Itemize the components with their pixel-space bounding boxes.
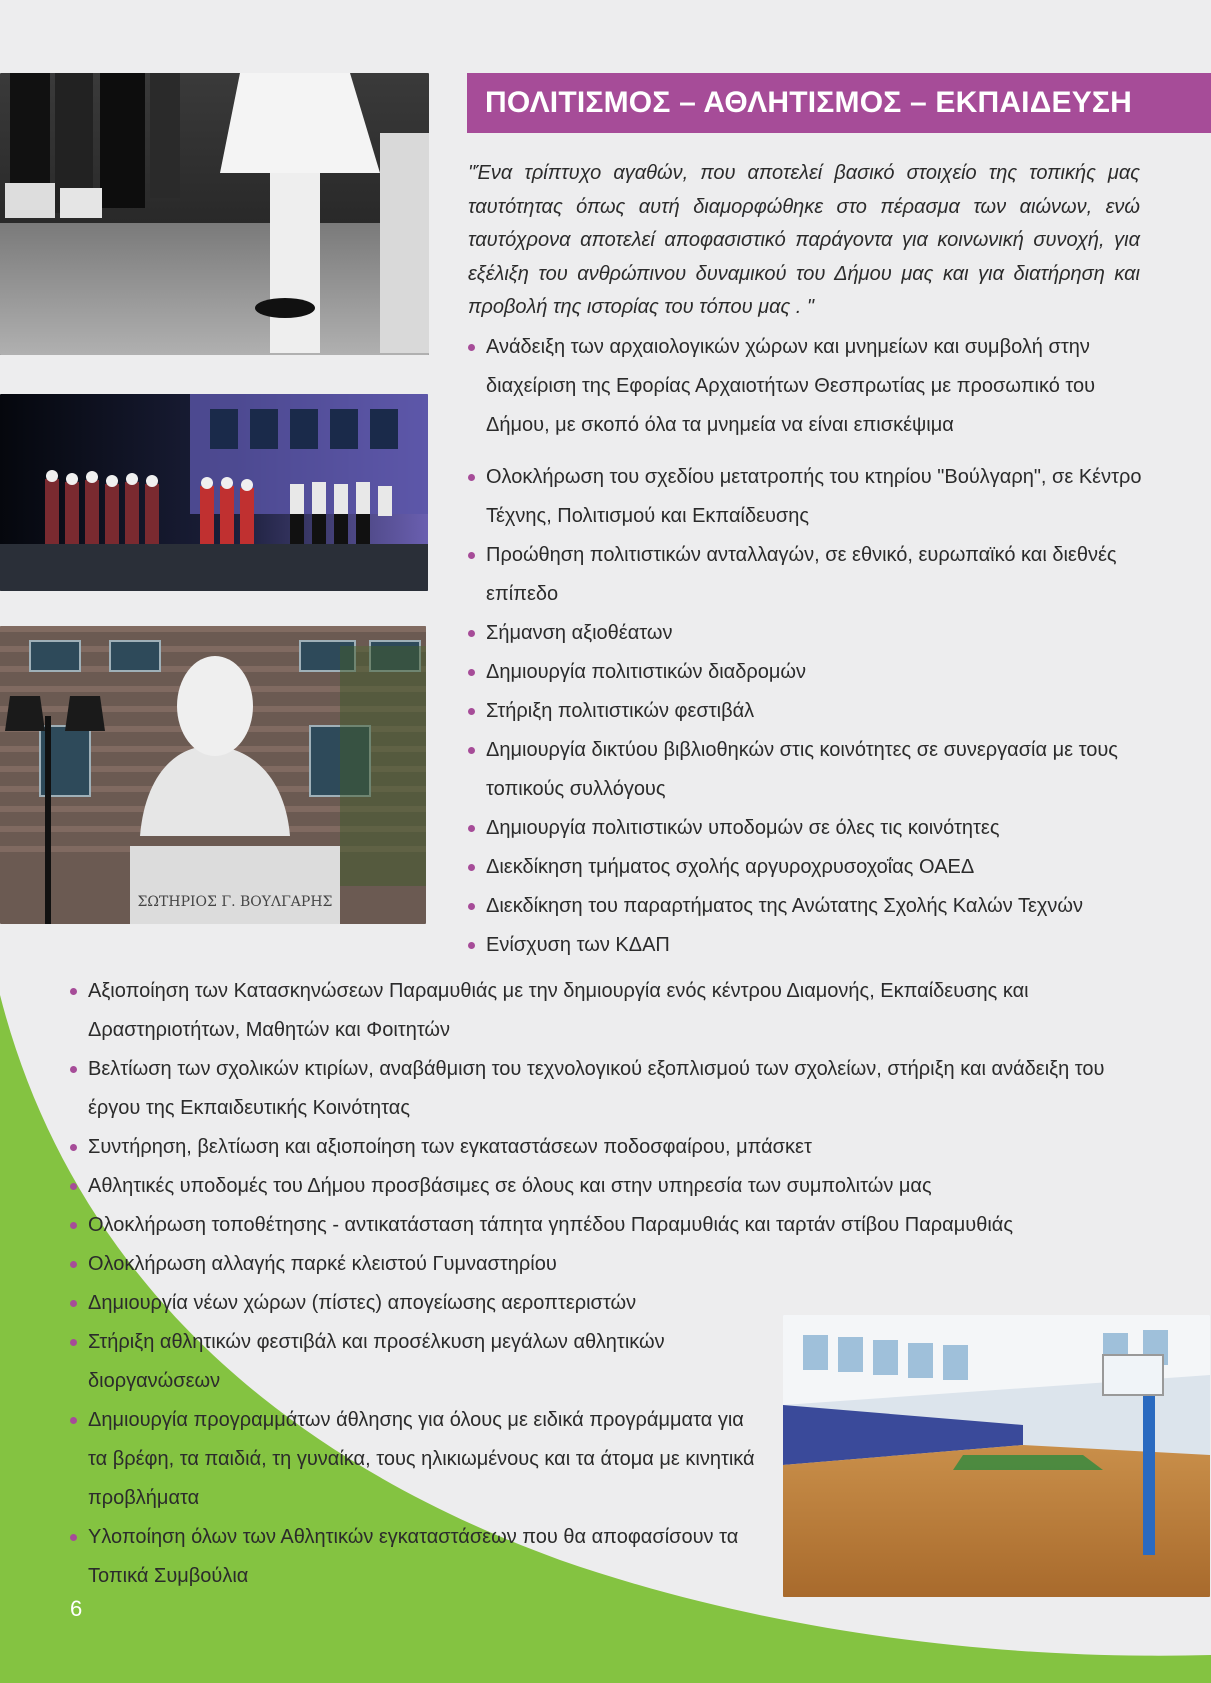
list-item: Σήμανση αξιοθέατων [468,614,1158,653]
bullet-icon [70,1183,77,1190]
folk-dancers-photo [0,73,429,355]
bullet-icon [70,1144,77,1151]
list-item: Δημιουργία δικτύου βιβλιοθηκών στις κοινότητες σε συνεργασία με τους τοπικούς συλλόγους [468,731,1158,809]
section-title: ΠΟΛΙΤΙΣΜΟΣ – ΑΘΛΗΤΙΣΜΟΣ – ΕΚΠΑΙΔΕΥΣΗ [467,73,1211,133]
list-item: Δημιουργία πολιτιστικών διαδρομών [468,653,1158,692]
bullet-icon [70,1534,77,1541]
page-number: 6 [70,1596,83,1621]
list-item: Αξιοποίηση των Κατασκηνώσεων Παραμυθιάς με την δημιουργία ενός κέντρου Διαμονής, Εκπαίδευσης και Δραστηριοτήτων, Μαθητών και Φοιτητών [70,972,1160,1050]
culture-list [468,328,1158,965]
list-item: Ενίσχυση των ΚΔΑΠ [468,926,1158,965]
bullet-icon [468,942,475,949]
list-item: Διεκδίκηση του παραρτήματος της Ανώτατης Σχολής Καλών Τεχνών [468,887,1158,926]
list-item: Ολοκλήρωση τοποθέτησης - αντικατάσταση τάπητα γηπέδου Παραμυθιάς και ταρτάν στίβου Παραμυθιάς [70,1206,1160,1245]
list-item: Δημιουργία πολιτιστικών υποδομών σε όλες τις κοινότητες [468,809,1158,848]
bullet-icon [70,1300,77,1307]
list-item: Στήριξη πολιτιστικών φεστιβάλ [468,692,1158,731]
list-item: Διεκδίκηση τμήματος σχολής αργυροχρυσοχοΐας ΟΑΕΔ [468,848,1158,887]
bullet-icon [468,708,475,715]
bust-inscription: ΣΩΤΗΡΙΟΣ Γ. ΒΟΥΛΓΑΡΗΣ [137,894,333,910]
stage-performance-photo [0,394,428,591]
bullet-icon [70,1417,77,1424]
list-item: Αθλητικές υποδομές του Δήμου προσβάσιμες σε όλους και στην υπηρεσία των συμπολιτών μας [70,1167,1160,1206]
intro-quote: "Ένα τρίπτυχο αγαθών, που αποτελεί βασικό στοιχείο της τοπικής μας ταυτότητας όπως αυτή διαμορφώθηκε στο πέρασμα των αιώνων, ενώ ταυτόχρονα αποτελεί αποφασιστικό παράγοντα για κοινωνική συνοχή, για εξέλιξη του ανθρώπινου δυναμικού του Δήμου μας και για διατήρηση και προβολή της ιστορίας του τόπου μας . " [468,162,1140,318]
bullet-icon [468,552,475,559]
bullet-icon [468,903,475,910]
bullet-icon [70,1222,77,1229]
list-item: Δημιουργία νέων χώρων (πίστες) απογείωσης αεροπτεριστών [70,1284,1160,1323]
bullet-icon [468,630,475,637]
bust-statue-photo [0,626,426,924]
list-item: Στήριξη αθλητικών φεστιβάλ και προσέλκυση μεγάλων αθλητικών διοργανώσεων [70,1323,1160,1401]
list-item: Υλοποίηση όλων των Αθλητικών εγκαταστάσεων που θα αποφασίσουν τα Τοπικά Συμβούλια [70,1518,1160,1596]
bullet-icon [468,825,475,832]
list-item: Βελτίωση των σχολικών κτιρίων, αναβάθμιση του τεχνολογικού εξοπλισμού των σχολείων, στήριξη και ανάδειξη του έργου της Εκπαιδευτικής Κοινότητας [70,1050,1160,1128]
bullet-icon [70,988,77,995]
bullet-icon [468,344,475,351]
list-item: Προώθηση πολιτιστικών ανταλλαγών, σε εθνικό, ευρωπαϊκό και διεθνές επίπεδο [468,536,1158,614]
education-sports-list [70,972,1160,1596]
bullet-icon [468,474,475,481]
bullet-icon [468,864,475,871]
list-item: Ανάδειξη των αρχαιολογικών χώρων και μνημείων και συμβολή στην διαχείριση της Εφορίας Αρχαιοτήτων Θεσπρωτίας με προσωπικό του Δήμου, με σκοπό όλα τα μνημεία να είναι επισκέψιμα [468,328,1158,445]
bullet-icon [468,669,475,676]
bullet-icon [70,1066,77,1073]
list-item: Ολοκλήρωση αλλαγής παρκέ κλειστού Γυμναστηρίου [70,1245,1160,1284]
list-item: Δημιουργία προγραμμάτων άθλησης για όλους με ειδικά προγράμματα για τα βρέφη, τα παιδιά, τη γυναίκα, τους ηλικιωμένους και τα άτομα με κινητικά προβλήματα [70,1401,1160,1518]
list-item: Ολοκλήρωση του σχεδίου μετατροπής του κτηρίου "Βούλγαρη", σε Κέντρο Τέχνης, Πολιτισμού και Εκπαίδευσης [468,458,1158,536]
bullet-icon [70,1261,77,1268]
bullet-icon [70,1339,77,1346]
list-item: Συντήρηση, βελτίωση και αξιοποίηση των εγκαταστάσεων ποδοσφαίρου, μπάσκετ [70,1128,1160,1167]
bullet-icon [468,747,475,754]
